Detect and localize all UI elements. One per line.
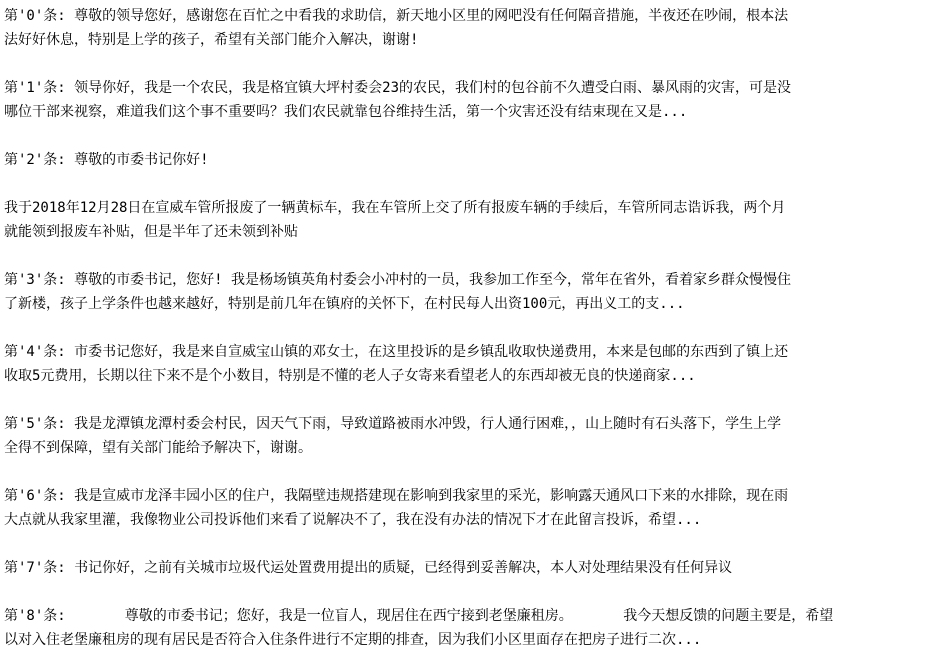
blank-line — [4, 124, 937, 148]
output-line: 第'6'条: 我是宣威市龙泽丰园小区的住户，我隔壁违规搭建现在影响到我家里的采光，影响露天通风口下来的水排除，现在雨 — [4, 488, 789, 504]
blank-line — [4, 460, 937, 484]
blank-line — [4, 172, 937, 196]
output-line: 以对入住老堡廉租房的现有居民是否符合入住条件进行不定期的排查，因为我们小区里面存在把房子进行二次... — [4, 632, 702, 648]
output-line: 第'3'条: 尊敬的市委书记，您好! 我是杨场镇英角村委会小冲村的一员，我参加工作至今，常年在省外，看着家乡群众慢慢住 — [4, 272, 791, 288]
output-line: 第'8'条: 尊敬的市委书记；您好，我是一位盲人，现居住在西宁接到老堡廉租房。 我今天想反馈的问题主要是，希望 — [4, 608, 834, 624]
output-line: 收取5元费用，长期以往下来不是个小数目，特别是不懂的老人子女寄来看望老人的东西却被无良的快递商家... — [4, 368, 696, 384]
output-line: 第'7'条: 书记你好，之前有关城市垃圾代运处置费用提出的质疑，已经得到妥善解决，本人对处理结果没有任何异议 — [4, 560, 733, 576]
output-line: 第'2'条: 尊敬的市委书记你好! — [4, 152, 209, 168]
blank-line — [4, 532, 937, 556]
output-line: 法好好休息，特别是上学的孩子，希望有关部门能介入解决，谢谢! — [4, 32, 419, 48]
blank-line — [4, 52, 937, 76]
output-line: 全得不到保障，望有关部门能给予解决下，谢谢。 — [4, 440, 312, 456]
blank-line — [4, 316, 937, 340]
blank-line — [4, 580, 937, 604]
output-line: 哪位干部来视察，难道我们这个事不重要吗？我们农民就靠包谷维持生活，第一个灾害还没有结束现在又是... — [4, 104, 688, 120]
blank-line — [4, 244, 937, 268]
output-line: 第'5'条: 我是龙潭镇龙潭村委会村民，因天气下雨，导致道路被雨水冲毁，行人通行困难，，山上随时有石头落下，学生上学 — [4, 416, 782, 432]
output-line: 我于2018年12月28日在宣威车管所报废了一辆黄标车，我在车管所上交了所有报废车辆的手续后，车管所同志诰诉我，两个月 — [4, 200, 786, 216]
output-line: 大点就从我家里灌，我像物业公司投诉他们来看了说解决不了，我在没有办法的情况下才在此留言投诉，希望... — [4, 512, 702, 528]
output-line: 第'1'条: 领导你好，我是一个农民，我是格宜镇大坪村委会23的农民，我们村的包谷前不久遭受白雨、暴风雨的灾害，可是没 — [4, 80, 791, 96]
output-line: 第'4'条: 市委书记您好，我是来自宣威宝山镇的邓女士，在这里投诉的是乡镇乱收取快递费用，本来是包邮的东西到了镇上还 — [4, 344, 789, 360]
output-line: 就能领到报废车补贴，但是半年了还未领到补贴 — [4, 224, 298, 240]
blank-line — [4, 388, 937, 412]
output-line: 第'0'条: 尊敬的领导您好，感谢您在百忙之中看我的求助信，新天地小区里的网吧没有任何隔音措施，半夜还在吵闹，根本法 — [4, 8, 789, 24]
output-line: 了新楼，孩子上学条件也越来越好，特别是前几年在镇府的关怀下，在村民每人出资100元，再出义工的支... — [4, 296, 685, 312]
